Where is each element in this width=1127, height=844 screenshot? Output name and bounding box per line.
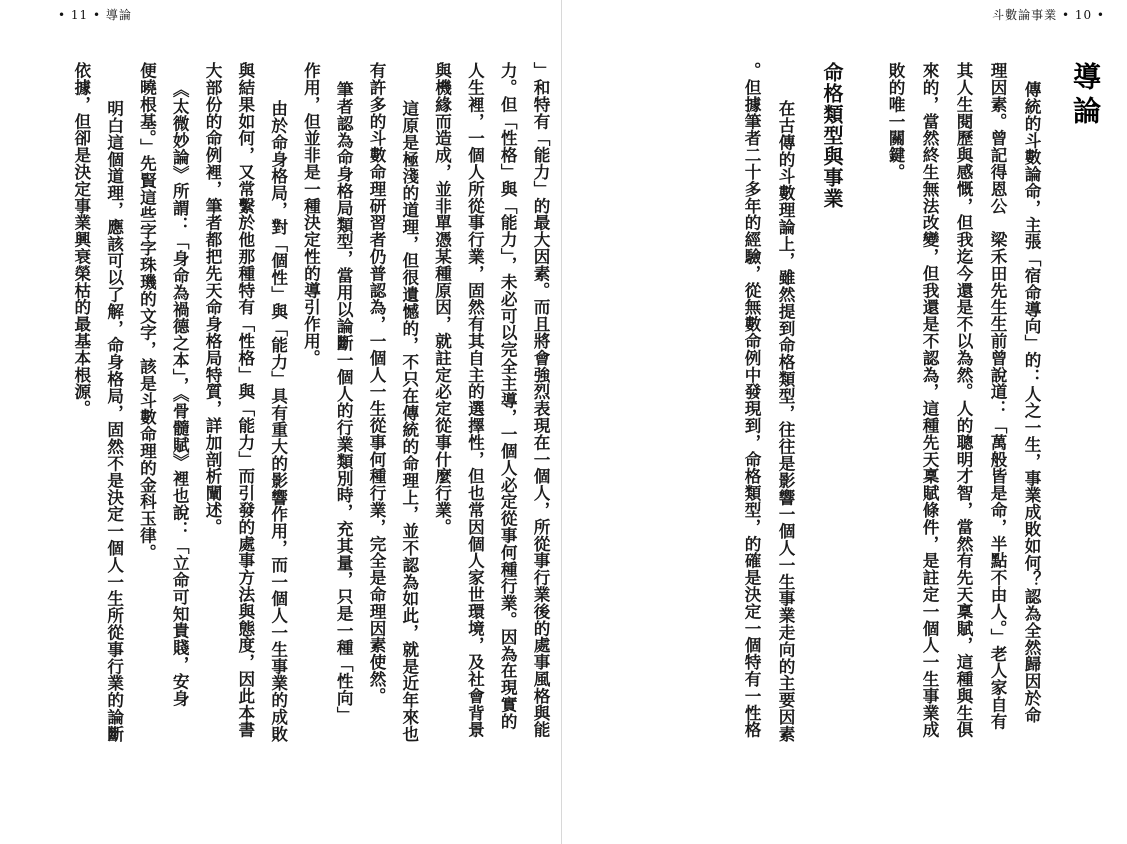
text-column: 便曉根基。」先賢這些字字珠璣的文字，該是斗數命理的金科玉律。 (137, 62, 157, 561)
right-page (564, 0, 1127, 844)
right-running-head: 斗數論事業 • 10 • (992, 8, 1105, 22)
text-column: 人生裡，一個人所從事行業，固然有其自主的選擇性，但也常因個人家世環境，及社會背景 (465, 62, 485, 738)
text-column: 依據，但卻是決定事業興衰榮枯的最基本根源。 (71, 62, 91, 417)
text-column: 。但據筆者二十多年的經驗，從無數命例中發現到，命格類型，的確是決定一個特有一性格 (742, 62, 761, 738)
text-column: 大部份的命例裡，筆者都把先天命身格局特質，詳加剖析闡述。 (203, 62, 223, 536)
text-column: 筆者認為命身格局類型，當用以論斷一個人的行業類別時，充其量，只是一種「性向」 (334, 81, 354, 724)
left-page (0, 0, 560, 844)
text-column: 明白這個道理，應該可以了解，命身格局，固然不是決定一個人一生所從事行業的論斷 (104, 100, 124, 743)
text-column: 傳統的斗數論命，主張「宿命導向」的：人之一生，事業成敗如何？認為全然歸因於命 (1022, 81, 1041, 724)
text-column: 其人生閱歷與感慨，但我迄今還是不以為然。人的聰明才智，當然有先天稟賦，這種與生俱 (954, 62, 973, 738)
text-column: 」和特有「能力」的最大因素。而且將會強烈表現在一個人，所從事行業後的處事風格與能 (531, 62, 550, 738)
text-column: 來的，當然終生無法改變，但我還是不認為，這種先天稟賦條件，是註定一個人一生事業成 (920, 62, 939, 738)
left-text-columns (56, 62, 548, 802)
section-heading: 命格類型與事業 (820, 62, 844, 209)
chapter-title: 導論 (1069, 62, 1102, 130)
text-column: 敗的唯一關鍵。 (886, 62, 905, 181)
text-column: 這原是極淺的道理，但很遺憾的，不只在傳統的命理上，並不認為如此，就是近年來也 (399, 100, 419, 743)
text-column: 理因素。曾記得恩公 梁禾田先生生前曾說道：「萬般皆是命，半點不由人。」老人家自有 (988, 62, 1007, 730)
right-text-columns (585, 62, 1105, 802)
text-column: 與機緣而造成，並非單憑某種原因，就註定必定從事什麼行業。 (432, 62, 452, 536)
text-column: 《太微妙論》所謂：「身命為禍德之本」，《骨髓賦》裡也說：「立命可知貴賤，安身 (170, 81, 190, 707)
text-column: 在古傳的斗數理論上，雖然提到命格類型，往往是影響一個人一生事業走向的主要因素 (776, 100, 795, 743)
text-column: 與結果如何，又常繫於他那種特有「性格」與「能力」而引發的處事方法與態度，因此本書 (235, 62, 255, 738)
section-spacer (847, 62, 869, 72)
text-column: 作用，但並非是一種決定性的導引作用。 (301, 62, 321, 367)
text-column: 有許多的斗數命理研習者仍普認為，一個人一生從事何種行業，完全是命理因素使然。 (367, 62, 387, 705)
text-column: 力。但「性格」與「能力」，未必可以完全主導，一個人必定從事何種行業。因為在現實的 (498, 62, 518, 730)
heading-spacer (793, 62, 807, 72)
title-spacer (1039, 62, 1053, 72)
text-column: 由於命身格局，對「個性」與「能力」具有重大的影響作用，而一個人一生事業的成敗 (268, 100, 288, 743)
left-running-head: • 11 • 導論 (58, 8, 132, 22)
page-gutter (561, 0, 562, 844)
